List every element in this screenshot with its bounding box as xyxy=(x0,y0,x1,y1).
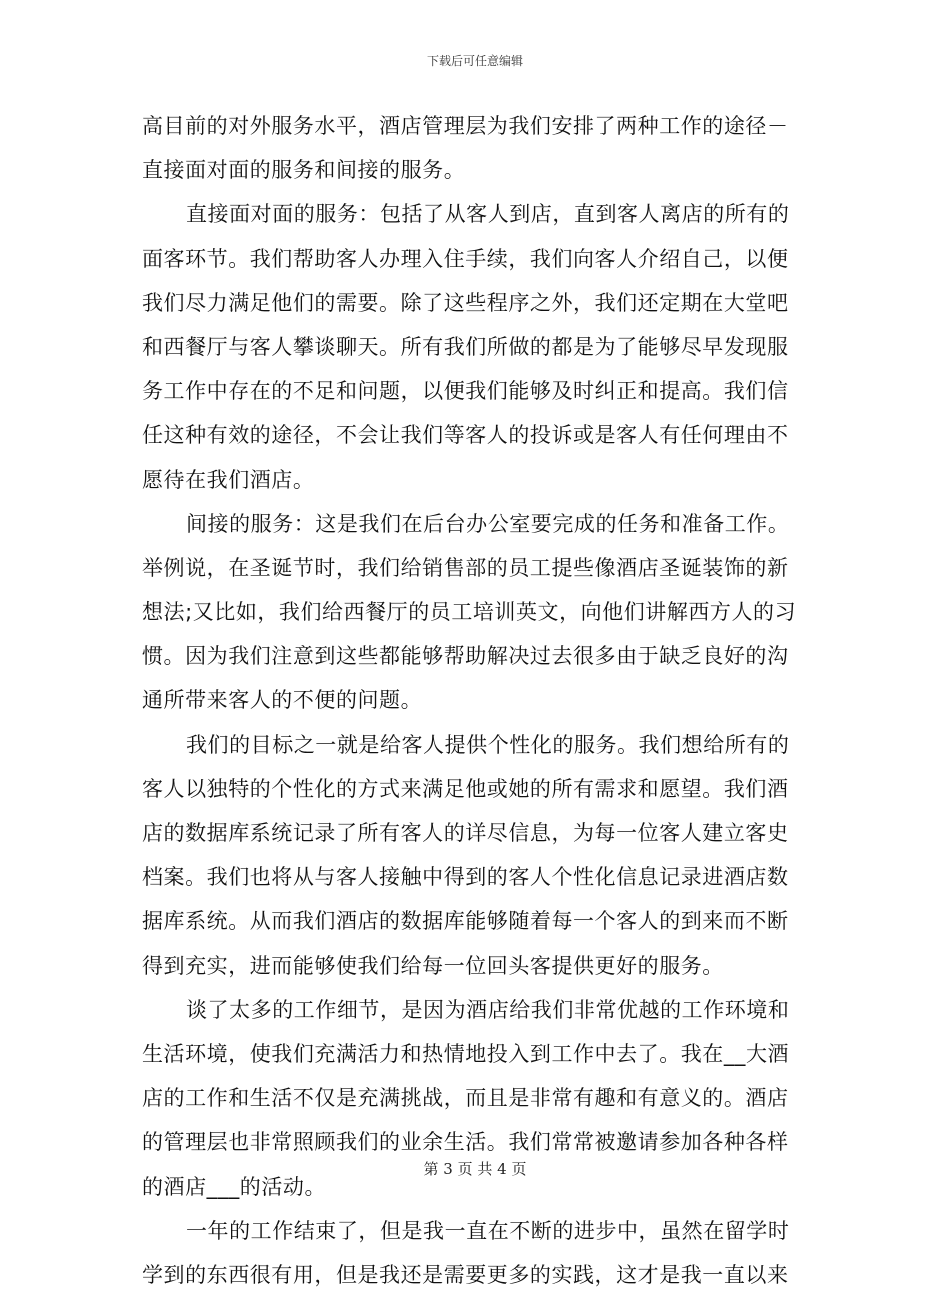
text-line: 通所带来客人的不便的问题。 xyxy=(142,688,423,713)
text-line: 直接面对面的服务和间接的服务。 xyxy=(142,158,466,183)
text-line: 高目前的对外服务水平，酒店管理层为我们安排了两种工作的途径－ xyxy=(142,114,789,138)
text-line: 店的数据库系统记录了所有客人的详尽信息，为每一位客人建立客史 xyxy=(142,821,789,845)
paragraph-start-line: 一年的工作结束了，但是我一直在不断的进步中，虽然在留学时 xyxy=(186,1218,790,1243)
text-line: 想法;又比如，我们给西餐厅的员工培训英文，向他们讲解西方人的习 xyxy=(142,600,797,625)
text-line: 面客环节。我们帮助客人办理入住手续，我们向客人介绍自己，以便 xyxy=(142,246,789,271)
text-line: 愿待在我们酒店。 xyxy=(142,467,315,492)
text-line: 举例说，在圣诞节时，我们给销售部的员工提些像酒店圣诞装饰的新 xyxy=(142,555,789,580)
text-line: 的酒店___的活动。 xyxy=(142,1174,326,1199)
document-body xyxy=(142,104,802,1297)
text-line: 客人以独特的个性化的方式来满足他或她的所有需求和愿望。我们酒 xyxy=(142,776,789,801)
paragraph-start-line: 谈了太多的工作细节，是因为酒店给我们非常优越的工作环境和 xyxy=(186,997,790,1022)
page-number-footer: 第 3 页 共 4 页 xyxy=(423,1160,527,1178)
text-line: 学到的东西很有用，但是我还是需要更多的实践，这才是我一直以来 xyxy=(142,1262,789,1287)
paragraph-start-line: 间接的服务：这是我们在后台办公室要完成的任务和准备工作。 xyxy=(186,511,790,536)
text-line: 惯。因为我们注意到这些都能够帮助解决过去很多由于缺乏良好的沟 xyxy=(142,644,789,669)
text-line: 的管理层也非常照顾我们的业余生活。我们常常被邀请参加各种各样 xyxy=(142,1130,789,1155)
text-line: 和西餐厅与客人攀谈聊天。所有我们所做的都是为了能够尽早发现服 xyxy=(142,334,789,359)
text-line: 据库系统。从而我们酒店的数据库能够随着每一个客人的到来而不断 xyxy=(142,909,789,934)
text-line: 任这种有效的途径，不会让我们等客人的投诉或是客人有任何理由不 xyxy=(142,423,789,448)
text-line: 我们尽力满足他们的需要。除了这些程序之外，我们还定期在大堂吧 xyxy=(142,290,789,315)
text-line: 档案。我们也将从与客人接触中得到的客人个性化信息记录进酒店数 xyxy=(142,865,789,890)
text-line: 务工作中存在的不足和问题，以便我们能够及时纠正和提高。我们信 xyxy=(142,379,789,404)
text-line: 店的工作和生活不仅是充满挑战，而且是非常有趣和有意义的。酒店 xyxy=(142,1086,789,1111)
text-line: 得到充实，进而能够使我们给每一位回头客提供更好的服务。 xyxy=(142,953,724,978)
paragraph-start-line: 直接面对面的服务：包括了从客人到店，直到客人离店的所有的 xyxy=(186,202,790,227)
paragraph-start-line: 我们的目标之一就是给客人提供个性化的服务。我们想给所有的 xyxy=(186,732,790,757)
text-line: 生活环境，使我们充满活力和热情地投入到工作中去了。我在__大酒 xyxy=(142,1041,790,1066)
page-header: 下载后可任意编辑 xyxy=(426,54,523,68)
